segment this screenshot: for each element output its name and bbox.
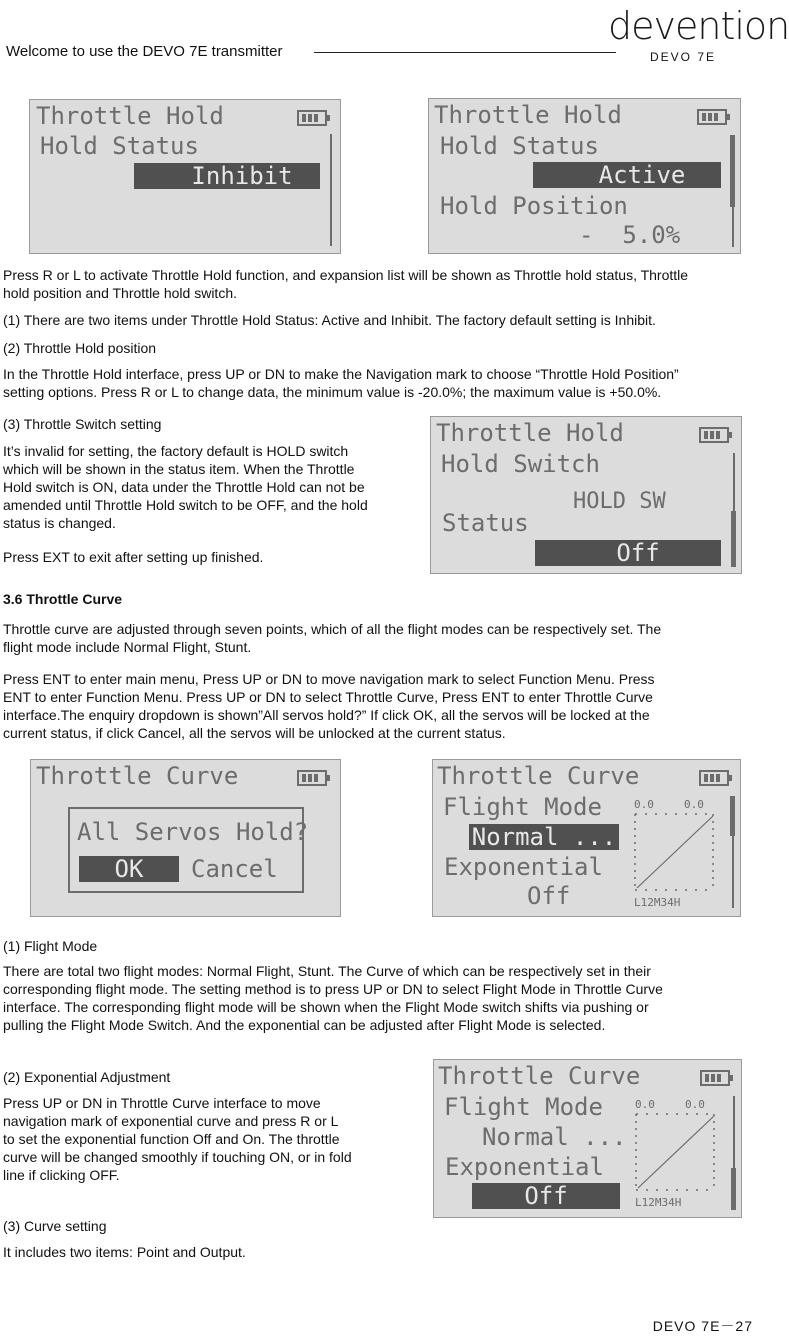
dialog-ok-button[interactable]: OK — [79, 856, 179, 882]
header-rule — [314, 52, 616, 53]
text-line: In the Throttle Hold interface, press UP or DN to make the Navigation mark to choose “Throttle Hold Position” — [3, 366, 679, 382]
text-line: which will be shown in the status item. When the Throttle — [3, 461, 355, 477]
scrollbar-thumb — [731, 511, 736, 567]
section-heading: 3.6 Throttle Curve — [3, 591, 123, 607]
text-line: line if clicking OFF. — [3, 1167, 120, 1183]
battery-icon — [700, 1070, 730, 1086]
throttle-curve-graph — [634, 1112, 718, 1194]
paragraph: (2) Throttle Hold position — [3, 340, 157, 356]
battery-icon — [699, 770, 729, 786]
text-line: Hold switch is ON, data under the Throttle Hold can not be — [3, 479, 365, 495]
scrollbar-thumb — [730, 135, 735, 207]
curve-top-left-value: 0.0 — [635, 1098, 655, 1111]
paragraph — [3, 620, 765, 656]
text-line: navigation mark of exponential curve and press R or L — [3, 1113, 339, 1129]
text-line: to set the exponential function Off and On. The throttle — [3, 1131, 340, 1147]
paragraph — [3, 962, 765, 1034]
scrollbar — [732, 207, 734, 247]
lcd-exponential-label: Exponential — [445, 1153, 604, 1181]
paragraph: (3) Throttle Switch setting — [3, 416, 162, 432]
lcd-title: Throttle Curve — [438, 1062, 641, 1090]
lcd-hold-position-label: Hold Position — [440, 192, 628, 220]
logo-text: devention — [608, 4, 789, 48]
lcd-all-servos-hold-dialog — [30, 759, 341, 917]
lcd-flight-mode-value: Normal ... — [469, 824, 619, 850]
text-line: Press ENT to enter main menu, Press UP or DN to move navigation mark to select Function Menu. Press — [3, 671, 655, 687]
lcd-hold-status-value: Active — [533, 162, 721, 188]
scrollbar — [330, 134, 332, 246]
text-line: Press R or L to activate Throttle Hold function, and expansion list will be shown as Throttle hold status, Throttle — [3, 267, 689, 283]
lcd-hold-switch-label: Hold Switch — [441, 450, 600, 478]
lcd-hold-position-value: - 5.0% — [579, 221, 681, 249]
paragraph: (1) There are two items under Throttle Hold Status: Active and Inhibit. The factory default setting is Inhibit. — [3, 312, 656, 328]
lcd-title: Throttle Hold — [36, 102, 224, 130]
lcd-exponential-label: Exponential — [444, 853, 603, 881]
paragraph: (1) Flight Mode — [3, 938, 98, 954]
text-line: hold position and Throttle hold switch. — [3, 285, 237, 301]
text-line: ENT to enter Function Menu. Press UP or DN to select Throttle Curve, Press ENT to enter Throttle Curve — [3, 689, 653, 705]
lcd-title: Throttle Curve — [36, 762, 239, 790]
page-number: DEVO 7E－27 — [652, 1318, 753, 1334]
lcd-exponential-value: Off — [527, 882, 571, 910]
logo-model: DEVO 7E — [650, 50, 717, 64]
lcd-status-value: Off — [535, 540, 721, 566]
paragraph — [3, 365, 765, 401]
lcd-title: Throttle Hold — [434, 101, 622, 129]
document-header-title: Welcome to use the DEVO 7E transmitter — [6, 43, 283, 60]
text-line: Throttle curve are adjusted through seven points, which of all the flight modes can be respectively set. The — [3, 621, 662, 637]
paragraph: (3) Curve setting — [3, 1218, 107, 1234]
text-line: current status, if click Cancel, all the servos will be unlocked at the current status. — [3, 725, 506, 741]
text-line: status is changed. — [3, 515, 116, 531]
lcd-exponential-value: Off — [472, 1183, 620, 1209]
curve-axis-labels: L12M34H — [634, 896, 681, 909]
text-line: Press UP or DN in Throttle Curve interface to move — [3, 1095, 321, 1111]
dialog-cancel-button[interactable]: Cancel — [191, 855, 278, 883]
text-line: interface. The corresponding flight mode will be shown when the Flight Mode switch shifts via pushing or — [3, 999, 649, 1015]
text-line: It’s invalid for setting, the factory default is HOLD switch — [3, 443, 349, 459]
lcd-throttle-hold-switch — [430, 416, 742, 574]
text-line: amended until Throttle Hold switch to be OFF, and the hold — [3, 497, 368, 513]
text-line: There are total two flight modes: Normal Flight, Stunt. The Curve of which can be respectively set in their — [3, 963, 651, 979]
lcd-flight-mode-label: Flight Mode — [443, 793, 602, 821]
battery-icon — [699, 427, 729, 443]
battery-icon — [297, 770, 327, 786]
paragraph — [3, 670, 765, 742]
lcd-hold-status-label: Hold Status — [40, 132, 199, 160]
text-line: pulling the Flight Mode Switch. And the exponential can be adjusted after Flight Mode is selected. — [3, 1017, 606, 1033]
curve-top-left-value: 0.0 — [634, 798, 654, 811]
lcd-throttle-hold-inhibit — [29, 99, 341, 254]
lcd-throttle-hold-active — [428, 98, 741, 254]
scrollbar-thumb — [731, 1168, 736, 1210]
text-line: interface.The enquiry dropdown is shown”All servos hold?” If click OK, all the servos will be locked at the — [3, 707, 650, 723]
scrollbar — [733, 453, 735, 511]
paragraph — [3, 266, 765, 302]
paragraph: (2) Exponential Adjustment — [3, 1069, 171, 1085]
paragraph — [3, 1094, 396, 1184]
scrollbar — [733, 1096, 735, 1168]
lcd-flight-mode-value: Normal ... — [482, 1123, 627, 1151]
lcd-title: Throttle Curve — [437, 762, 640, 790]
lcd-hold-status-label: Hold Status — [440, 132, 599, 160]
devention-logo — [604, 2, 789, 64]
scrollbar-thumb — [730, 796, 735, 836]
lcd-hold-status-value: Inhibit — [134, 163, 320, 189]
curve-axis-labels: L12M34H — [635, 1196, 682, 1209]
paragraph — [3, 442, 415, 532]
paragraph: Press EXT to exit after setting up finished. — [3, 549, 264, 565]
lcd-flight-mode-label: Flight Mode — [444, 1093, 603, 1121]
scrollbar — [732, 836, 734, 908]
paragraph: It includes two items: Point and Output. — [3, 1244, 246, 1260]
curve-top-right-value: 0.0 — [685, 1098, 705, 1111]
text-line: setting options. Press R or L to change data, the minimum value is -20.0%; the maximum value is +50.0%. — [3, 384, 662, 400]
lcd-title: Throttle Hold — [436, 419, 624, 447]
curve-top-right-value: 0.0 — [684, 798, 704, 811]
lcd-status-label: Status — [442, 509, 529, 537]
dialog-message: All Servos Hold? — [77, 818, 309, 846]
lcd-throttle-curve-flight-mode — [432, 759, 741, 917]
text-line: corresponding flight mode. The setting method is to press UP or DN to select Flight Mode in Throttle Curve — [3, 981, 663, 997]
battery-icon — [297, 110, 327, 126]
text-line: flight mode include Normal Flight, Stunt. — [3, 639, 252, 655]
lcd-throttle-curve-exponential — [433, 1059, 742, 1218]
lcd-hold-switch-value: HOLD SW — [573, 489, 666, 514]
text-line: curve will be changed smoothly if touching ON, or in fold — [3, 1149, 352, 1165]
throttle-curve-graph — [633, 812, 717, 894]
battery-icon — [697, 109, 727, 125]
